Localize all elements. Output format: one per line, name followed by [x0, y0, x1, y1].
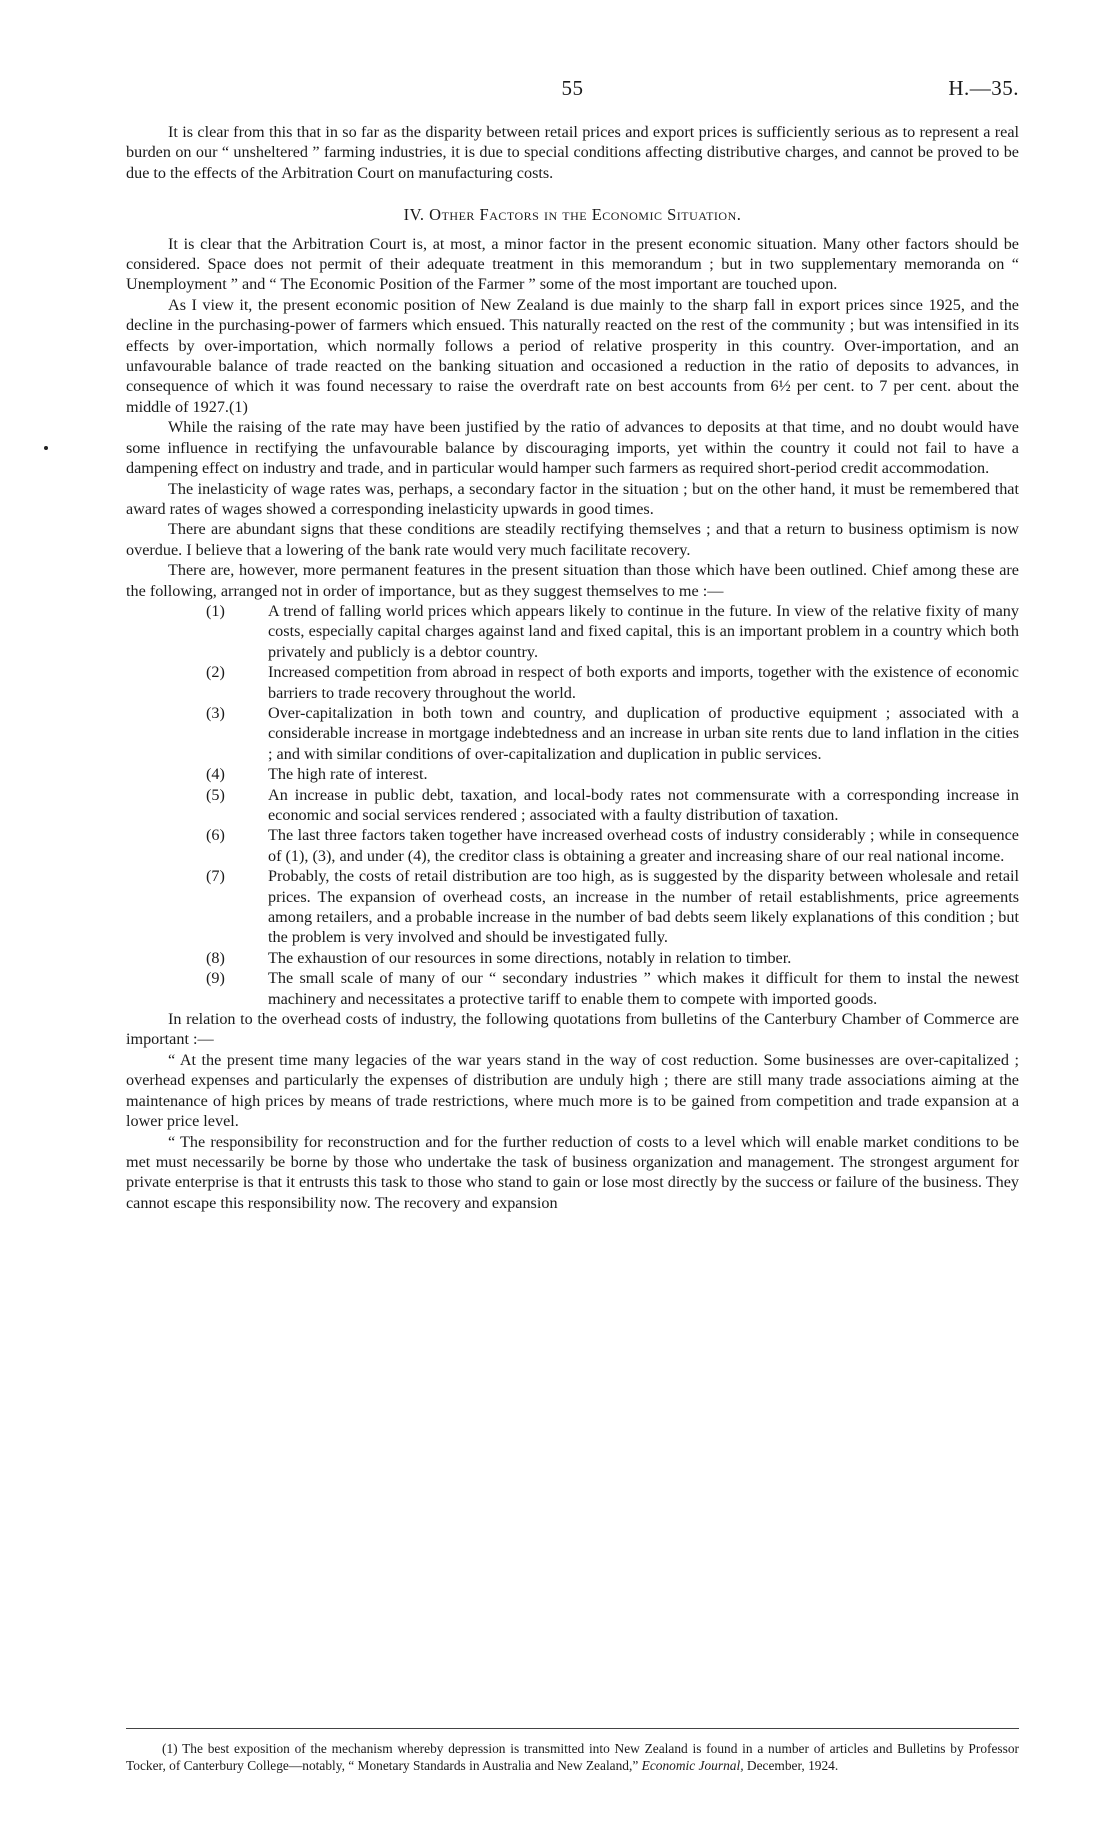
numbered-list [126, 601, 1019, 1009]
paragraph: There are, however, more permanent features in the present situation than those which have been outlined. Chief among these are the following, arranged not in order of importance, but as they suggest themselves to me :— [126, 561, 1019, 600]
paragraph: The inelasticity of wage rates was, perhaps, a secondary factor in the situation ; but on the other hand, it must be remembered that award rates of wages showed a corresponding inelasticity upwards in good times. [126, 479, 1019, 518]
paragraph: It is clear from this that in so far as the disparity between retail prices and export prices is sufficiently serious as to represent a real burden on our “ unsheltered ” farming industries, it is due to special conditions affecting distributive charges, and cannot be proved to be due to the effects of the Arbitration Court on manufacturing costs. [126, 123, 1019, 182]
list-item [126, 948, 1019, 968]
list-item [126, 968, 1019, 1009]
page-number: 55 [561, 76, 584, 100]
paragraph: In relation to the overhead costs of industry, the following quotations from bulletins of the Canterbury Chamber of Commerce are important :— [126, 1010, 1019, 1049]
footnote-date: December, 1924. [746, 1757, 839, 1773]
list-item-number: (3) [206, 703, 225, 722]
paragraph: It is clear that the Arbitration Court is, at most, a minor factor in the present economic situation. Many other factors should be considered. Space does not permit of their adequate treatment in this memorandum ; but in two supplementary memoranda on “ Unemployment ” and “ The Economic Position of the Farmer ” some of the most important are touched upon. [126, 234, 1019, 294]
list-item-text: Over-capitalization in both town and country, and duplication of productive equipment ; associated with a considerable increase in mortgage indebtedness and an increase in urban site rents due to land inflation in the cities ; and with similar conditions of over-capitalization and duplication in public services. [268, 703, 1019, 763]
list-item-text: The high rate of interest. [268, 765, 428, 784]
list-item-number: (7) [206, 867, 225, 886]
list-item-number: (6) [206, 826, 225, 845]
list-item-number: (2) [206, 663, 225, 682]
document-code: H.—35. [948, 76, 1019, 100]
footnote-text: (1) The best exposition of the mechanism whereby depression is transmitted into New Zealand is found in a number of articles and Bulletins by Professor Tocker, of Canterbury College—notably, “ Monetary Standards in Australia and New Zealand,” [126, 1741, 1019, 1773]
footnote-journal: Economic Journal, [641, 1757, 744, 1773]
quotation-paragraph: “ The responsibility for reconstruction and for the further reduction of costs to a level which will enable market conditions to be met must necessarily be borne by those who undertake the task of business organization and management. The strongest argument for private enterprise is that it entrusts this task to those who stand to gain or lose most directly by the success or failure of the business. They cannot escape this responsibility now. The recovery and expansion [126, 1132, 1019, 1212]
list-item-text: Probably, the costs of retail distribution are too high, as is suggested by the disparity between wholesale and retail prices. The expansion of overhead costs, an increase in the number of retail establishments, price agreements among retailers, and a probable increase in the number of bad debts seem likely explanations of this condition ; but the problem is very involved and should be investigated fully. [268, 867, 1019, 947]
paragraph: While the raising of the rate may have been justified by the ratio of advances to deposits at that time, and no doubt would have some influence in rectifying the unfavourable balance by discouraging imports, yet within the country it could not fail to have a dampening effect on industry and trade, and in particular would hamper such farmers as required short-period credit accommodation. [126, 418, 1019, 478]
list-item [126, 866, 1019, 948]
list-item-text: Increased competition from abroad in respect of both exports and imports, together with the existence of economic barriers to trade recovery throughout the world. [268, 663, 1019, 702]
paragraph: As I view it, the present economic position of New Zealand is due mainly to the sharp fall in export prices since 1925, and the decline in the purchasing-power of farmers which ensued. This naturally reacted on the rest of the community ; but was intensified in its effects by over-importation, which normally follows a period of relative prosperity in this country. Over-importation, and an unfavourable balance of trade reacted on the banking situation and occasioned a reduction in the ratio of deposits to advances, in consequence of which it was found necessary to raise the overdraft rate on best accounts from 6½ per cent. to 7 per cent. about the middle of 1927.(1) [126, 295, 1019, 416]
list-item [126, 703, 1019, 764]
list-item-text: An increase in public debt, taxation, and local-body rates not commensurate with a corresponding increase in economic and social services rendered ; associated with a faulty distribution of taxation. [268, 785, 1019, 824]
list-item [126, 764, 1019, 784]
list-item-text: The small scale of many of our “ secondary industries ” which makes it difficult for them to instal the newest machinery and necessitates a protective tariff to enable them to compete with imported goods. [268, 969, 1019, 1008]
quotation-paragraph: “ At the present time many legacies of the war years stand in the way of cost reduction. Some businesses are over-capitalized ; overhead expenses and particularly the expenses of distribution are unduly high ; there are still many trade associations aiming at the maintenance of high prices by means of trade restrictions, where much more is to be gained from competition and trade expansion at a lower price level. [126, 1050, 1019, 1131]
section-heading: IV. Other Factors in the Economic Situation. [403, 205, 742, 225]
list-item-number: (1) [206, 601, 225, 620]
list-item-text: The last three factors taken together have increased overhead costs of industry considerably ; while in consequence of (1), (3), and under (4), the creditor class is obtaining a greater and increasing share of our real national income. [268, 826, 1019, 865]
list-item-number: (9) [206, 969, 225, 988]
list-item-number: (8) [206, 948, 225, 967]
footnote-divider [126, 1728, 1019, 1729]
list-item-text: The exhaustion of our resources in some directions, notably in relation to timber. [268, 948, 792, 967]
document-page [126, 0, 1019, 1841]
body-text [126, 122, 1019, 1213]
margin-mark [44, 446, 48, 450]
list-item-number: (4) [206, 765, 225, 784]
list-item [126, 601, 1019, 662]
paragraph: There are abundant signs that these conditions are steadily rectifying themselves ; and that a return to business optimism is now overdue. I believe that a lowering of the bank rate would very much facilitate recovery. [126, 520, 1019, 559]
list-item-text: A trend of falling world prices which appears likely to continue in the future. In view of the relative fixity of many costs, especially capital charges against land and fixed capital, this is an important problem in a country which both privately and publicly is a debtor country. [268, 601, 1019, 661]
list-item [126, 825, 1019, 866]
list-item [126, 785, 1019, 826]
footnote [126, 1741, 1019, 1774]
list-item-number: (5) [206, 785, 225, 804]
list-item [126, 662, 1019, 703]
